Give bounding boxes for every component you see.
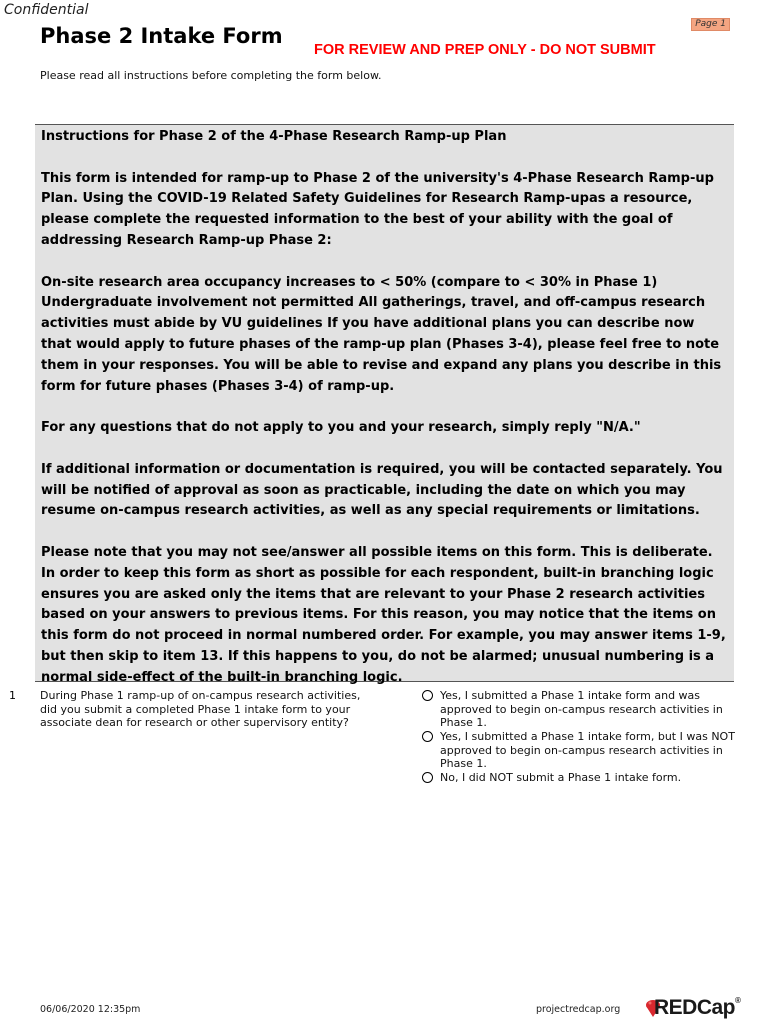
radio-option-label: Yes, I submitted a Phase 1 intake form, but I was NOT approved to begin on-campus research activities in Phase 1.: [440, 730, 735, 771]
radio-button-icon[interactable]: [422, 731, 433, 742]
radio-option-not-submitted[interactable]: [422, 771, 742, 785]
question-text: During Phase 1 ramp-up of on-campus research activities, did you submit a completed Phase 1 intake form to your associate dean for research or other supervisory entity?: [40, 689, 361, 730]
instructions-paragraph: This form is intended for ramp-up to Phase 2 of the university's 4-Phase Research Ramp-up Plan. Using the COVID-19 Related Safety Guidelines for Research Ramp-upas a resource, please complete the requested information to the best of your ability with the goal of addressing Research Ramp-up Phase 2:: [41, 170, 714, 248]
registered-mark: ®: [735, 996, 741, 1005]
instructions-section: [35, 124, 734, 685]
redcap-logo-word: REDCap: [654, 996, 736, 1019]
redcap-logo-text: [654, 996, 740, 1020]
radio-button-icon[interactable]: [422, 772, 433, 783]
question-1: [0, 686, 770, 806]
instructions-paragraph: Please note that you may not see/answer all possible items on this form. This is deliberate. In order to keep this form as short as possible for each respondent, built-in branching logic ensures you are asked only the items that are relevant to your Phase 2 research activities based on your answers to previous items. For this reason, you may notice that the items on this form do not proceed in normal numbered order. For example, you may answer items 1-9, but then skip to item 13. If this happens to you, do not be alarmed; unusual numbering is a normal side-effect of the built-in branching logic.: [41, 544, 726, 685]
page-number-badge: Page 1: [691, 18, 730, 31]
page-title: Phase 2 Intake Form: [40, 24, 283, 48]
radio-button-icon[interactable]: [422, 690, 433, 701]
question-number: 1: [9, 689, 16, 702]
review-only-banner: FOR REVIEW AND PREP ONLY - DO NOT SUBMIT: [314, 42, 656, 58]
instructions-paragraph: For any questions that do not apply to you and your research, simply reply "N/A.": [41, 420, 641, 436]
radio-option-approved[interactable]: [422, 689, 742, 730]
footer-timestamp: 06/06/2020 12:35pm: [40, 1004, 141, 1015]
instructions-heading: Instructions for Phase 2 of the 4-Phase Research Ramp-up Plan: [41, 129, 507, 144]
instructions-paragraph: On-site research area occupancy increases to < 50% (compare to < 30% in Phase 1) Undergraduate involvement not permitted All gatherings, travel, and off-campus research activities must abide by VU guidelines If you have additional plans you can describe now that would apply to future phases of the ramp-up plan (Phases 3-4), please feel free to note them in your responses. You will be able to revise and expand any plans you describe in this form for future phases (Phases 3-4) of ramp-up.: [41, 274, 722, 394]
radio-option-not-approved[interactable]: [422, 730, 742, 771]
radio-option-label: Yes, I submitted a Phase 1 intake form and was approved to begin on-campus research activities in Phase 1.: [440, 689, 723, 730]
redcap-logo: [643, 996, 741, 1020]
instructions-paragraph: If additional information or documentation is required, you will be contacted separately. You will be notified of approval as soon as practicable, including the date on which you may resume on-campus research activities, as well as any special requirements or limitations.: [41, 461, 723, 519]
intro-text: Please read all instructions before completing the form below.: [40, 69, 382, 82]
confidential-label: Confidential: [4, 2, 89, 18]
radio-option-label: No, I did NOT submit a Phase 1 intake form.: [440, 771, 682, 784]
footer-site-link: projectredcap.org: [536, 1004, 621, 1015]
